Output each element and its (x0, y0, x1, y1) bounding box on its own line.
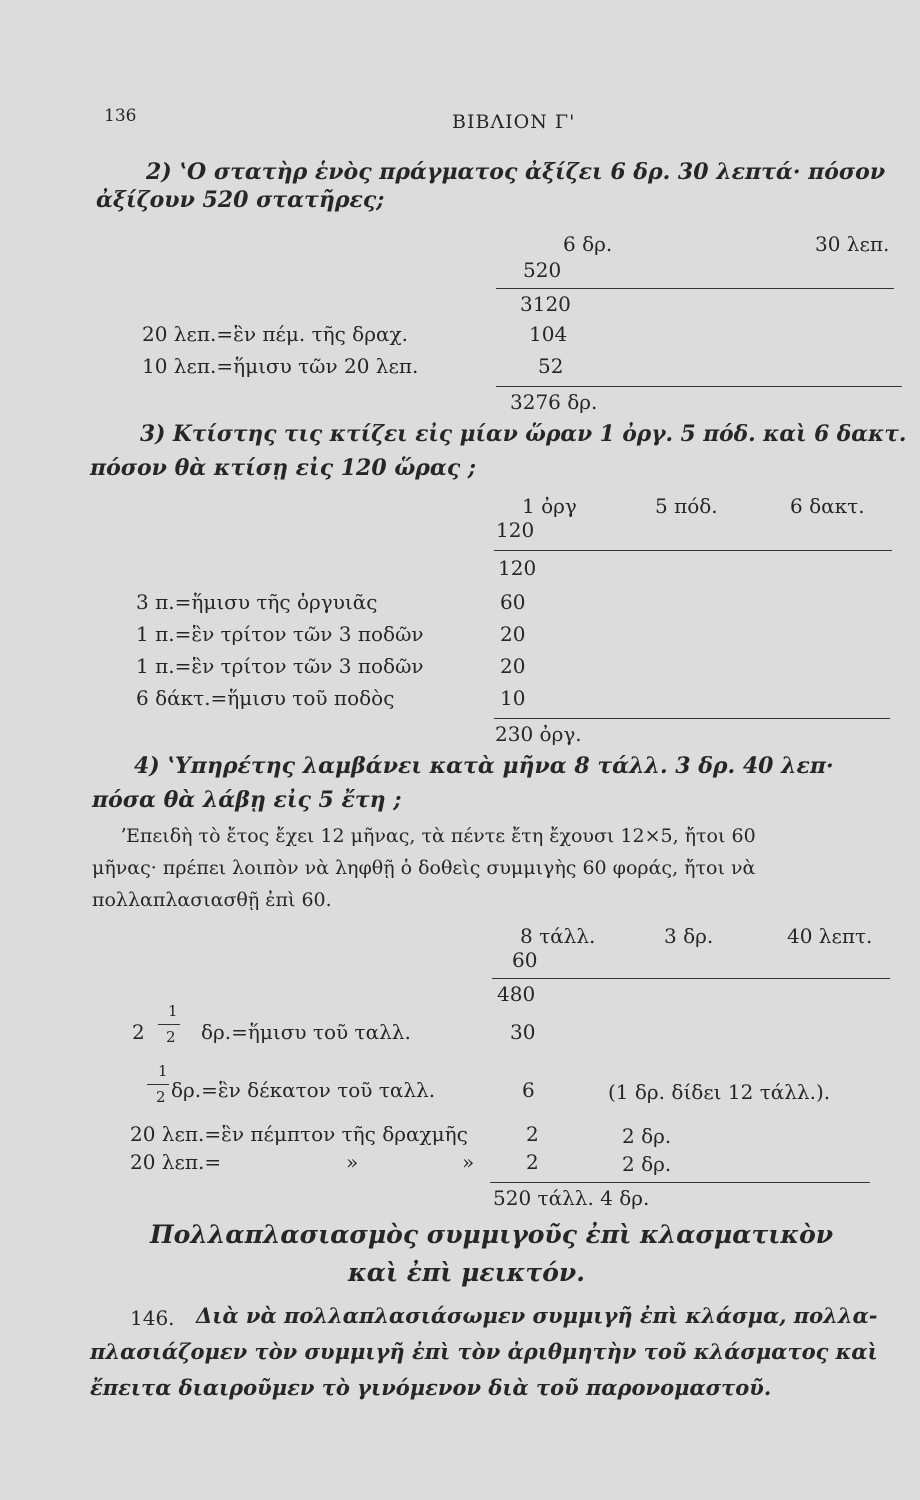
p3-header-fathoms: 1 ὀργ (522, 494, 577, 518)
p4-explain-5-ditto-2: » (462, 1150, 475, 1174)
p4-explain-2-fraction-bar (158, 1024, 180, 1025)
p4-rule-1 (492, 978, 890, 979)
p4-explain-2-text: δρ.=ἥμισυ τοῦ ταλλ. (201, 1020, 411, 1044)
p2-header-drachmas: 6 δρ. (563, 232, 613, 256)
p2-product-2: 104 (529, 322, 568, 346)
problem-3-question-line-1: 3) Κτίστης τις κτίζει εἰς μίαν ὥραν 1 ὀργ. 5 πόδ. καὶ 6 δακτ. (140, 421, 907, 447)
p4-multiplier: 60 (512, 948, 538, 972)
p4-product-4-drachmas: 2 δρ. (622, 1124, 672, 1148)
p3-total: 230 ὀργ. (495, 722, 582, 746)
p4-product-3: 6 (522, 1078, 535, 1102)
p2-product-3: 52 (538, 354, 564, 378)
p2-explain-2: 20 λεπ.=ἓν πέμ. τῆς δραχ. (142, 322, 408, 346)
p4-explain-4: 20 λεπ.=ἓν πέμπτον τῆς δραχμῆς (130, 1122, 468, 1146)
section-title-line-2: καὶ ἐπὶ μεικτόν. (348, 1258, 585, 1287)
problem-3-question-line-2: πόσον θὰ κτίσῃ εἰς 120 ὥρας ; (90, 455, 477, 481)
p3-rule-2 (494, 718, 890, 719)
p4-note: (1 δρ. δίδει 12 τάλλ.). (608, 1080, 831, 1104)
problem-2-question-line-1: 2) ʽΟ στατὴρ ἑνὸς πράγματος ἀξίζει 6 δρ. 30 λεπτά· πόσον (146, 159, 886, 185)
section-title-line-1: Πολλαπλασιασμὸς συμμιγοῦς ἐπὶ κλασματικὸν (150, 1220, 834, 1249)
p4-explain-5: 20 λεπ.= (130, 1150, 222, 1174)
p4-explain-2-denominator: 2 (166, 1028, 176, 1046)
p3-product-1: 120 (498, 556, 537, 580)
p3-multiplier: 120 (496, 518, 535, 542)
p3-explain-5: 6 δάκτ.=ἥμισυ τοῦ ποδὸς (136, 686, 395, 710)
page-number: 136 (104, 106, 137, 126)
p2-total: 3276 δρ. (510, 390, 598, 414)
p4-explanation-line-1: ʼΕπειδὴ τὸ ἔτος ἔχει 12 μῆνας, τὰ πέντε ἔτη ἔχουσι 12×5, ἤτοι 60 (120, 825, 756, 847)
p3-explain-3: 1 π.=ἓν τρίτον τῶν 3 ποδῶν (136, 622, 424, 646)
p3-rule-1 (494, 550, 892, 551)
p4-total: 520 τάλλ. 4 δρ. (493, 1186, 650, 1210)
p4-header-talanta: 8 τάλλ. (520, 924, 596, 948)
p3-product-5: 10 (500, 686, 526, 710)
p3-header-fingers: 6 δακτ. (790, 494, 865, 518)
p4-header-lepta: 40 λεπτ. (787, 924, 873, 948)
p2-rule-1 (496, 288, 894, 289)
p4-explain-5-ditto-1: » (346, 1150, 359, 1174)
p4-explain-3-text: δρ.=ἓν δέκατον τοῦ ταλλ. (171, 1078, 436, 1102)
problem-4-question-line-2: πόσα θὰ λάβῃ εἰς 5 ἔτη ; (92, 787, 402, 813)
p3-product-4: 20 (500, 654, 526, 678)
p4-explain-2-numerator: 1 (168, 1002, 178, 1020)
p4-explanation-line-2: μῆνας· πρέπει λοιπὸν νὰ ληφθῇ ὁ δοθεὶς συμμιγὴς 60 φοράς, ἤτοι νὰ (92, 857, 756, 879)
paragraph-146-line-3: ἔπειτα διαιροῦμεν τὸ γινόμενον διὰ τοῦ παρονομαστοῦ. (90, 1375, 772, 1400)
p4-explain-3-numerator: 1 (158, 1062, 168, 1080)
p4-header-drachmas: 3 δρ. (664, 924, 714, 948)
paragraph-146-line-2: πλασιάζομεν τὸν συμμιγῆ ἐπὶ τὸν ἀριθμητὴν τοῦ κλάσματος καὶ (90, 1339, 878, 1364)
p4-explain-3-fraction-bar (147, 1084, 169, 1085)
paragraph-146-number: 146. (130, 1306, 175, 1330)
p4-product-1: 480 (497, 982, 536, 1006)
p4-product-4: 2 (526, 1122, 539, 1146)
p2-product-1: 3120 (520, 292, 571, 316)
running-head: ΒΙΒΛΙΟΝ Γ' (452, 111, 576, 133)
p3-explain-4: 1 π.=ἓν τρίτον τῶν 3 ποδῶν (136, 654, 424, 678)
problem-2-question-line-2: ἀξίζουν 520 στατῆρες; (96, 187, 385, 213)
p4-product-2: 30 (510, 1020, 536, 1044)
p4-product-5-drachmas: 2 δρ. (622, 1152, 672, 1176)
p2-multiplier: 520 (523, 258, 562, 282)
p4-rule-2 (490, 1182, 870, 1183)
p3-header-feet: 5 πόδ. (655, 494, 718, 518)
p4-explain-2-integer: 2 (132, 1020, 145, 1044)
p3-product-3: 20 (500, 622, 526, 646)
p3-product-2: 60 (500, 590, 526, 614)
p4-explanation-line-3: πολλαπλασιασθῇ ἐπὶ 60. (92, 889, 332, 911)
p2-header-lepta: 30 λεπ. (815, 232, 890, 256)
p2-rule-2 (496, 386, 902, 387)
p2-explain-3: 10 λεπ.=ἥμισυ τῶν 20 λεπ. (142, 354, 419, 378)
p3-explain-2: 3 π.=ἥμισυ τῆς ὀργυιᾶς (136, 590, 378, 614)
problem-4-question-line-1: 4) ʽΥπηρέτης λαμβάνει κατὰ μῆνα 8 τάλλ. 3 δρ. 40 λεπ· (134, 753, 834, 779)
paragraph-146-line-1: Διὰ νὰ πολλαπλασιάσωμεν συμμιγῆ ἐπὶ κλάσμα, πολλα- (196, 1303, 878, 1328)
p4-explain-3-denominator: 2 (156, 1088, 166, 1106)
p4-product-5: 2 (526, 1150, 539, 1174)
